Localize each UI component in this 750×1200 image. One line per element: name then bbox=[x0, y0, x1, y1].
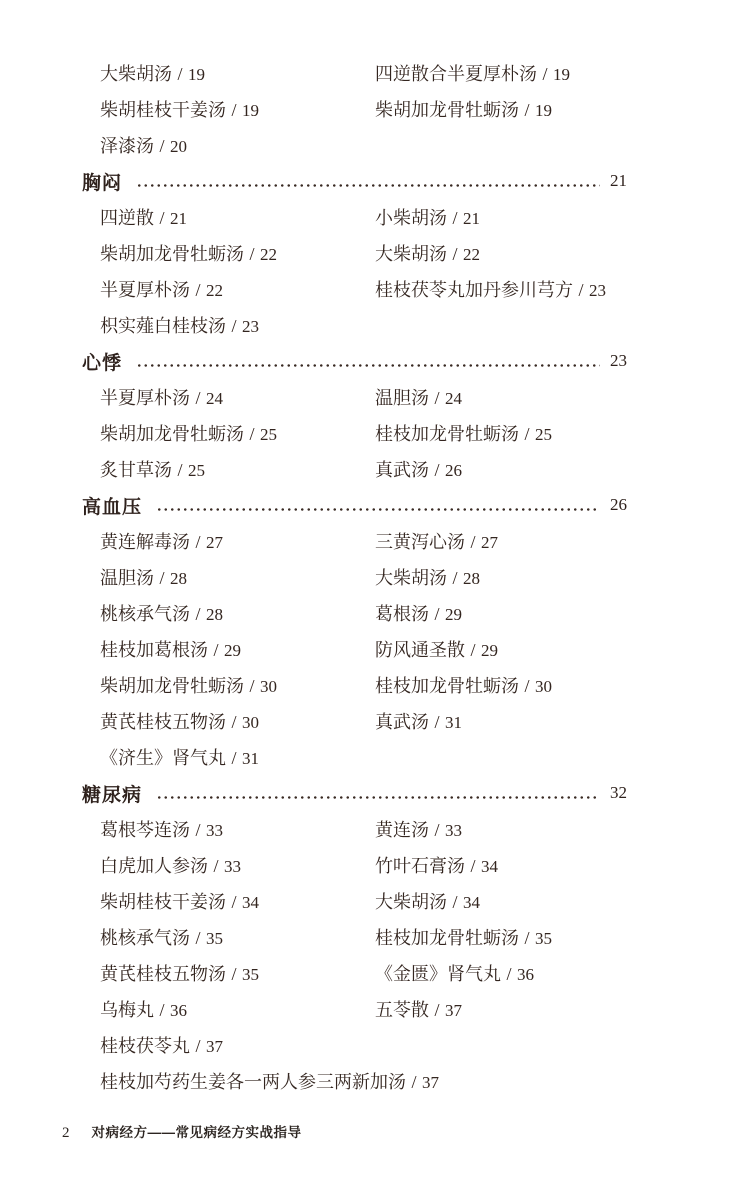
entry-title: 竹叶石膏汤 bbox=[375, 856, 465, 876]
toc-row bbox=[82, 523, 627, 559]
entry-separator: / bbox=[466, 640, 481, 660]
toc-row bbox=[82, 271, 627, 307]
entry-page-number: 22 bbox=[260, 245, 278, 264]
entry-separator: / bbox=[155, 208, 170, 228]
toc-row bbox=[82, 703, 627, 739]
entry-separator: / bbox=[227, 712, 242, 732]
footer-book-title: 对病经方——常见病经方实战指导 bbox=[91, 1125, 302, 1140]
entry-page-number: 33 bbox=[224, 857, 242, 876]
toc-entry bbox=[375, 60, 570, 86]
entry-separator: / bbox=[227, 964, 242, 984]
entry-page-number: 37 bbox=[445, 1001, 463, 1020]
toc-row bbox=[82, 415, 627, 451]
entry-page-number: 35 bbox=[206, 929, 224, 948]
entry-page-number: 28 bbox=[206, 605, 224, 624]
entry-page-number: 21 bbox=[463, 209, 481, 228]
toc-entry bbox=[100, 420, 375, 446]
toc-entry bbox=[100, 816, 375, 842]
entry-separator: / bbox=[191, 1036, 206, 1056]
dot-leader bbox=[136, 364, 600, 367]
entry-page-number: 34 bbox=[481, 857, 499, 876]
toc-row bbox=[82, 631, 627, 667]
toc-entry bbox=[100, 636, 375, 662]
entry-separator: / bbox=[155, 568, 170, 588]
entry-title: 小柴胡汤 bbox=[375, 208, 447, 228]
entry-title: 桃核承气汤 bbox=[100, 928, 190, 948]
toc-entry bbox=[375, 672, 552, 698]
entry-separator: / bbox=[430, 1000, 445, 1020]
section-title: 糖尿病 bbox=[82, 784, 143, 806]
toc-entry bbox=[100, 888, 375, 914]
toc-entry bbox=[375, 204, 480, 230]
entry-separator: / bbox=[209, 856, 224, 876]
entry-separator: / bbox=[466, 856, 481, 876]
toc-row bbox=[82, 667, 627, 703]
entry-separator: / bbox=[448, 568, 463, 588]
entry-separator: / bbox=[430, 820, 445, 840]
entry-separator: / bbox=[227, 748, 242, 768]
toc-row bbox=[82, 595, 627, 631]
entry-page-number: 19 bbox=[242, 101, 260, 120]
toc-row bbox=[82, 199, 627, 235]
entry-page-number: 29 bbox=[224, 641, 242, 660]
toc-entry bbox=[375, 420, 552, 446]
entry-title: 乌梅丸 bbox=[100, 1000, 154, 1020]
entry-page-number: 31 bbox=[445, 713, 463, 732]
entry-separator: / bbox=[430, 460, 445, 480]
entry-separator: / bbox=[155, 136, 170, 156]
entry-separator: / bbox=[407, 1072, 422, 1092]
entry-title: 大柴胡汤 bbox=[100, 64, 172, 84]
section-page-number: 23 bbox=[610, 351, 627, 370]
entry-separator: / bbox=[520, 100, 535, 120]
entry-separator: / bbox=[191, 820, 206, 840]
toc-entry bbox=[100, 960, 375, 986]
entry-separator: / bbox=[520, 928, 535, 948]
entry-page-number: 36 bbox=[517, 965, 535, 984]
entry-title: 桂枝加葛根汤 bbox=[100, 640, 208, 660]
toc-row bbox=[82, 235, 627, 271]
toc-entry bbox=[100, 60, 375, 86]
toc-row bbox=[82, 55, 627, 91]
entry-title: 黄连解毒汤 bbox=[100, 532, 190, 552]
entry-page-number: 31 bbox=[242, 749, 260, 768]
entry-page-number: 25 bbox=[260, 425, 278, 444]
toc-section-heading bbox=[82, 487, 627, 523]
toc-row bbox=[82, 451, 627, 487]
entry-page-number: 35 bbox=[535, 929, 553, 948]
entry-separator: / bbox=[520, 424, 535, 444]
toc-entry bbox=[100, 384, 375, 410]
toc-row bbox=[82, 1027, 627, 1063]
entry-page-number: 33 bbox=[445, 821, 463, 840]
entry-separator: / bbox=[430, 712, 445, 732]
entry-page-number: 20 bbox=[170, 137, 188, 156]
entry-title: 四逆散 bbox=[100, 208, 154, 228]
entry-title: 桃核承气汤 bbox=[100, 604, 190, 624]
entry-title: 半夏厚朴汤 bbox=[100, 280, 190, 300]
toc-entry bbox=[375, 96, 552, 122]
entry-page-number: 23 bbox=[589, 281, 607, 300]
entry-separator: / bbox=[430, 388, 445, 408]
footer-page-number: 2 bbox=[62, 1125, 70, 1141]
entry-title: 白虎加人参汤 bbox=[100, 856, 208, 876]
toc-entry bbox=[100, 312, 375, 338]
entry-title: 四逆散合半夏厚朴汤 bbox=[375, 64, 537, 84]
entry-title: 葛根汤 bbox=[375, 604, 429, 624]
toc-row bbox=[82, 739, 627, 775]
section-title: 高血压 bbox=[82, 496, 143, 518]
toc-entry bbox=[375, 996, 462, 1022]
entry-page-number: 36 bbox=[170, 1001, 188, 1020]
toc-entry bbox=[375, 960, 534, 986]
entry-title: 桂枝加芍药生姜各一两人参三两新加汤 bbox=[100, 1072, 406, 1092]
entry-page-number: 27 bbox=[481, 533, 499, 552]
entry-title: 柴胡加龙骨牡蛎汤 bbox=[100, 424, 244, 444]
entry-separator: / bbox=[227, 100, 242, 120]
entry-separator: / bbox=[448, 892, 463, 912]
entry-page-number: 35 bbox=[242, 965, 260, 984]
entry-separator: / bbox=[191, 280, 206, 300]
entry-page-number: 25 bbox=[188, 461, 206, 480]
toc-entry bbox=[100, 744, 375, 770]
entry-title: 大柴胡汤 bbox=[375, 892, 447, 912]
entry-title: 黄芪桂枝五物汤 bbox=[100, 712, 226, 732]
entry-title: 三黄泻心汤 bbox=[375, 532, 465, 552]
entry-title: 《济生》肾气丸 bbox=[100, 748, 226, 768]
entry-title: 葛根芩连汤 bbox=[100, 820, 190, 840]
entry-separator: / bbox=[430, 604, 445, 624]
toc-entry bbox=[100, 708, 375, 734]
section-page-number: 32 bbox=[610, 783, 627, 802]
entry-title: 桂枝茯苓丸加丹参川芎方 bbox=[375, 280, 573, 300]
toc-entry bbox=[375, 636, 498, 662]
entry-page-number: 25 bbox=[535, 425, 553, 444]
entry-title: 大柴胡汤 bbox=[375, 568, 447, 588]
entry-separator: / bbox=[466, 532, 481, 552]
toc-entry bbox=[100, 240, 375, 266]
toc-entry bbox=[375, 456, 462, 482]
entry-separator: / bbox=[448, 208, 463, 228]
entry-separator: / bbox=[245, 244, 260, 264]
entry-separator: / bbox=[520, 676, 535, 696]
toc-entry bbox=[100, 528, 375, 554]
toc-entry bbox=[375, 852, 498, 878]
entry-separator: / bbox=[191, 388, 206, 408]
entry-title: 大柴胡汤 bbox=[375, 244, 447, 264]
entry-title: 桂枝加龙骨牡蛎汤 bbox=[375, 676, 519, 696]
toc-row bbox=[82, 127, 627, 163]
entry-separator: / bbox=[191, 604, 206, 624]
entry-title: 半夏厚朴汤 bbox=[100, 388, 190, 408]
entry-page-number: 27 bbox=[206, 533, 224, 552]
entry-separator: / bbox=[245, 676, 260, 696]
entry-title: 真武汤 bbox=[375, 712, 429, 732]
entry-separator: / bbox=[502, 964, 517, 984]
toc-entry bbox=[100, 672, 375, 698]
entry-page-number: 28 bbox=[170, 569, 188, 588]
toc-row bbox=[82, 559, 627, 595]
toc-entry bbox=[375, 276, 606, 302]
toc-entry bbox=[100, 1068, 440, 1094]
dot-leader bbox=[156, 796, 600, 799]
entry-title: 温胆汤 bbox=[375, 388, 429, 408]
entry-page-number: 34 bbox=[242, 893, 260, 912]
entry-title: 枳实薤白桂枝汤 bbox=[100, 316, 226, 336]
entry-separator: / bbox=[538, 64, 553, 84]
entry-separator: / bbox=[173, 460, 188, 480]
toc-entry bbox=[100, 600, 375, 626]
toc-entry bbox=[100, 96, 375, 122]
toc-entry bbox=[100, 276, 375, 302]
entry-page-number: 37 bbox=[206, 1037, 224, 1056]
toc-row bbox=[82, 1063, 627, 1099]
entry-page-number: 21 bbox=[170, 209, 188, 228]
entry-page-number: 26 bbox=[445, 461, 463, 480]
entry-page-number: 30 bbox=[535, 677, 553, 696]
dot-leader bbox=[136, 184, 600, 187]
entry-separator: / bbox=[574, 280, 589, 300]
section-page-number: 26 bbox=[610, 495, 627, 514]
entry-page-number: 22 bbox=[206, 281, 224, 300]
toc-entry bbox=[100, 204, 375, 230]
toc-entry bbox=[375, 924, 552, 950]
toc-entry bbox=[100, 996, 375, 1022]
toc-entry bbox=[375, 528, 498, 554]
toc-row bbox=[82, 919, 627, 955]
entry-separator: / bbox=[191, 532, 206, 552]
toc-entry bbox=[375, 564, 480, 590]
toc-entry bbox=[375, 384, 462, 410]
toc-row bbox=[82, 811, 627, 847]
entry-title: 柴胡加龙骨牡蛎汤 bbox=[100, 676, 244, 696]
toc-entry bbox=[375, 816, 462, 842]
entry-title: 防风通圣散 bbox=[375, 640, 465, 660]
table-of-contents bbox=[82, 55, 627, 1099]
dot-leader bbox=[156, 508, 600, 511]
entry-page-number: 19 bbox=[188, 65, 206, 84]
entry-title: 五苓散 bbox=[375, 1000, 429, 1020]
toc-entry bbox=[100, 852, 375, 878]
toc-section-heading bbox=[82, 163, 627, 199]
entry-page-number: 22 bbox=[463, 245, 481, 264]
entry-separator: / bbox=[245, 424, 260, 444]
entry-title: 柴胡桂枝干姜汤 bbox=[100, 100, 226, 120]
entry-title: 黄芪桂枝五物汤 bbox=[100, 964, 226, 984]
toc-section-heading bbox=[82, 343, 627, 379]
section-page-number: 21 bbox=[610, 171, 627, 190]
entry-page-number: 28 bbox=[463, 569, 481, 588]
toc-entry bbox=[100, 1032, 375, 1058]
entry-page-number: 37 bbox=[422, 1073, 440, 1092]
entry-title: 炙甘草汤 bbox=[100, 460, 172, 480]
entry-page-number: 29 bbox=[481, 641, 499, 660]
entry-title: 真武汤 bbox=[375, 460, 429, 480]
entry-title: 柴胡加龙骨牡蛎汤 bbox=[375, 100, 519, 120]
toc-entry bbox=[100, 564, 375, 590]
entry-title: 泽漆汤 bbox=[100, 136, 154, 156]
entry-title: 柴胡桂枝干姜汤 bbox=[100, 892, 226, 912]
toc-entry bbox=[100, 456, 375, 482]
entry-title: 温胆汤 bbox=[100, 568, 154, 588]
entry-title: 桂枝加龙骨牡蛎汤 bbox=[375, 424, 519, 444]
entry-separator: / bbox=[227, 316, 242, 336]
entry-page-number: 30 bbox=[242, 713, 260, 732]
toc-entry bbox=[375, 708, 462, 734]
entry-title: 黄连汤 bbox=[375, 820, 429, 840]
toc-row bbox=[82, 883, 627, 919]
entry-page-number: 24 bbox=[445, 389, 463, 408]
entry-page-number: 23 bbox=[242, 317, 260, 336]
entry-title: 桂枝茯苓丸 bbox=[100, 1036, 190, 1056]
toc-entry bbox=[375, 240, 480, 266]
section-title: 心悸 bbox=[82, 352, 123, 374]
toc-row bbox=[82, 379, 627, 415]
entry-separator: / bbox=[155, 1000, 170, 1020]
entry-title: 《金匮》肾气丸 bbox=[375, 964, 501, 984]
entry-page-number: 24 bbox=[206, 389, 224, 408]
entry-page-number: 30 bbox=[260, 677, 278, 696]
toc-entry bbox=[375, 600, 462, 626]
entry-page-number: 19 bbox=[535, 101, 553, 120]
toc-row bbox=[82, 91, 627, 127]
toc-row bbox=[82, 847, 627, 883]
entry-separator: / bbox=[191, 928, 206, 948]
entry-page-number: 34 bbox=[463, 893, 481, 912]
toc-row bbox=[82, 955, 627, 991]
entry-separator: / bbox=[209, 640, 224, 660]
entry-title: 桂枝加龙骨牡蛎汤 bbox=[375, 928, 519, 948]
toc-entry bbox=[100, 132, 375, 158]
entry-page-number: 19 bbox=[553, 65, 571, 84]
page-footer bbox=[62, 1121, 302, 1142]
entry-page-number: 29 bbox=[445, 605, 463, 624]
toc-entry bbox=[375, 888, 480, 914]
entry-title: 柴胡加龙骨牡蛎汤 bbox=[100, 244, 244, 264]
toc-row bbox=[82, 307, 627, 343]
entry-separator: / bbox=[227, 892, 242, 912]
toc-row bbox=[82, 991, 627, 1027]
toc-section-heading bbox=[82, 775, 627, 811]
entry-page-number: 33 bbox=[206, 821, 224, 840]
section-title: 胸闷 bbox=[82, 172, 123, 194]
entry-separator: / bbox=[173, 64, 188, 84]
entry-separator: / bbox=[448, 244, 463, 264]
toc-entry bbox=[100, 924, 375, 950]
